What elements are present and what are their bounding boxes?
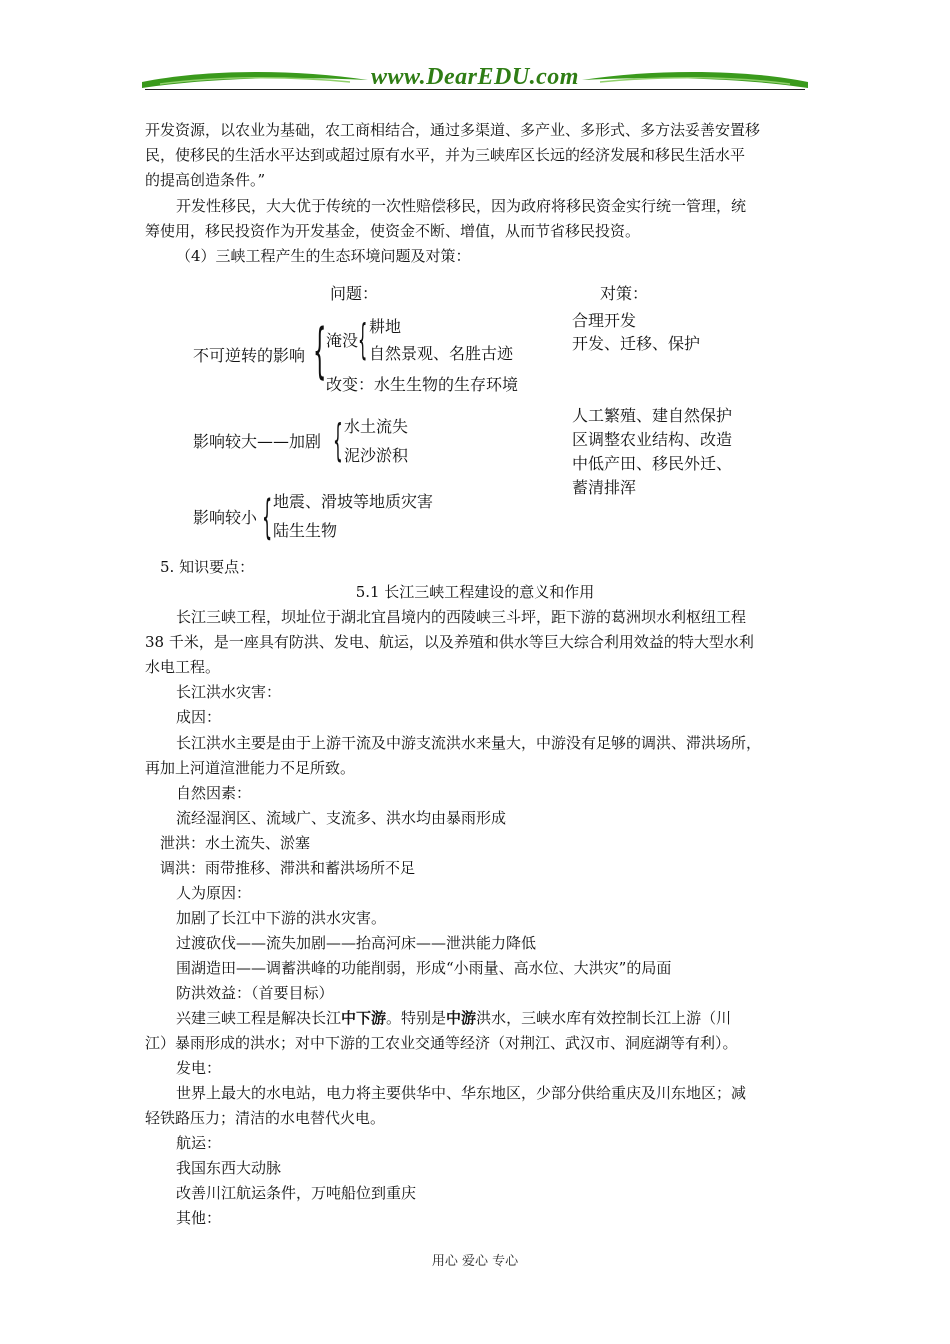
paragraph-line: 江）暴雨形成的洪水；对中下游的工农业交通等经济（对荆江、武汉市、洞庭湖等有利）。 [145, 1034, 738, 1052]
page-footer: 用心 爱心 专心 [431, 1254, 519, 1269]
section-title: 5.1 长江三峡工程建设的意义和作用 [355, 583, 595, 601]
paragraph-line: 筹使用，移民投资作为开发基金，使资金不断、增值，从而节省移民投资。 [145, 222, 641, 240]
subheading: 其他： [176, 1209, 222, 1227]
paragraph-line: 改善川江航运条件，万吨船位到重庆 [176, 1184, 417, 1202]
measure-item: 合理开发 [572, 311, 637, 330]
brace-icon: { [358, 315, 368, 364]
paragraph-line: 加剧了长江中下游的洪水灾害。 [176, 909, 387, 927]
text-run: 。特别是 [386, 1009, 447, 1027]
brace-icon: { [333, 415, 343, 466]
section-heading: 5. 知识要点： [160, 558, 255, 576]
subheading: 自然因素： [176, 784, 252, 802]
paragraph-line: 过渡砍伐——流失加剧——抬高河床——泄洪能力降低 [176, 934, 537, 952]
subheading: 人为原因： [176, 884, 252, 902]
paragraph-line: 开发资源，以农业为基础，农工商相结合，通过多渠道、多产业、多形式、多方法妥善安置移 [145, 121, 761, 139]
paragraph-line: 调洪：雨带推移、滞洪和蓄洪场所不足 [160, 859, 416, 877]
page-header [140, 62, 810, 96]
measures-header: 对策： [600, 284, 649, 303]
silt-label: 泥沙淤积 [344, 446, 409, 465]
farmland-label: 耕地 [369, 317, 402, 336]
subheading: 航运： [176, 1134, 222, 1152]
flood-label: 淹没 [326, 331, 359, 350]
paragraph-line [176, 1008, 731, 1028]
paragraph-line: 围湖造田——调蓄洪峰的功能削弱，形成“小雨量、高水位、大洪灾”的局面 [176, 959, 672, 977]
subheading: 长江洪水灾害： [176, 683, 282, 701]
subheading: 成因： [176, 708, 222, 726]
paragraph-line: 水电工程。 [145, 658, 221, 676]
subheading: 发电： [176, 1059, 222, 1077]
paragraph-line: 泄洪：水土流失、淤塞 [160, 834, 311, 852]
measure-item: 蓄清排浑 [572, 478, 637, 497]
paragraph-line: 我国东西大动脉 [176, 1159, 282, 1177]
site-logo: www.DearEDU.com [371, 64, 579, 90]
paragraph-line: 开发性移民，大大优于传统的一次性赔偿移民，因为政府将移民资金实行统一管理，统 [176, 197, 747, 215]
large-impact-label: 影响较大——加剧 [193, 432, 322, 451]
erosion-label: 水土流失 [344, 417, 409, 436]
paragraph-line: 长江三峡工程，坝址位于湖北宜昌境内的西陵峡三斗坪，距下游的葛洲坝水利枢纽工程 [176, 608, 747, 626]
paragraph-line: 轻铁路压力；清洁的水电替代火电。 [145, 1109, 386, 1127]
problems-header: 问题： [330, 284, 379, 303]
land-life-label: 陆生生物 [273, 521, 338, 540]
measure-item: 中低产田、移民外迁、 [572, 454, 733, 473]
brace-icon: { [313, 316, 327, 386]
paragraph-line: 长江洪水主要是由于上游干流及中游支流洪水来量大，中游没有足够的调洪、滞洪场所， [176, 734, 762, 752]
measure-item: 人工繁殖、建自然保护 [572, 406, 733, 425]
quake-label: 地震、滑坡等地质灾害 [273, 492, 434, 511]
paragraph-line: 流经湿润区、流域广、支流多、洪水均由暴雨形成 [176, 809, 507, 827]
brace-icon: { [262, 490, 273, 544]
paragraph-line: 世界上最大的水电站，电力将主要供华中、华东地区，少部分供给重庆及川东地区；减 [176, 1084, 747, 1102]
irreversible-label: 不可逆转的影响 [193, 346, 306, 365]
text-run: 兴建三峡工程是解决长江 [176, 1009, 342, 1027]
scenery-label: 自然景观、名胜古迹 [369, 344, 514, 363]
paragraph-line: 的提高创造条件。” [145, 171, 266, 189]
small-impact-label: 影响较小 [193, 508, 258, 527]
header-divider [145, 89, 805, 90]
text-run: 洪水，三峡水库有效控制长江上游（川 [476, 1009, 732, 1027]
change-label: 改变：水生生物的生存环境 [326, 375, 519, 394]
paragraph-line: （4）三峡工程产生的生态环境问题及对策： [176, 247, 471, 265]
bold-text: 中游 [446, 1009, 477, 1027]
subheading: 防洪效益：（首要目标） [176, 984, 334, 1002]
paragraph-line: 民，使移民的生活水平达到或超过原有水平，并为三峡库区长远的经济发展和移民生活水平 [145, 146, 746, 164]
paragraph-line: 再加上河道渲泄能力不足所致。 [145, 759, 356, 777]
paragraph-line: 38 千米，是一座具有防洪、发电、航运，以及养殖和供水等巨大综合利用效益的特大型水利 [145, 633, 754, 651]
bold-text: 中下游 [341, 1009, 387, 1027]
measure-item: 区调整农业结构、改造 [572, 430, 733, 449]
measure-item: 开发、迁移、保护 [572, 334, 701, 353]
